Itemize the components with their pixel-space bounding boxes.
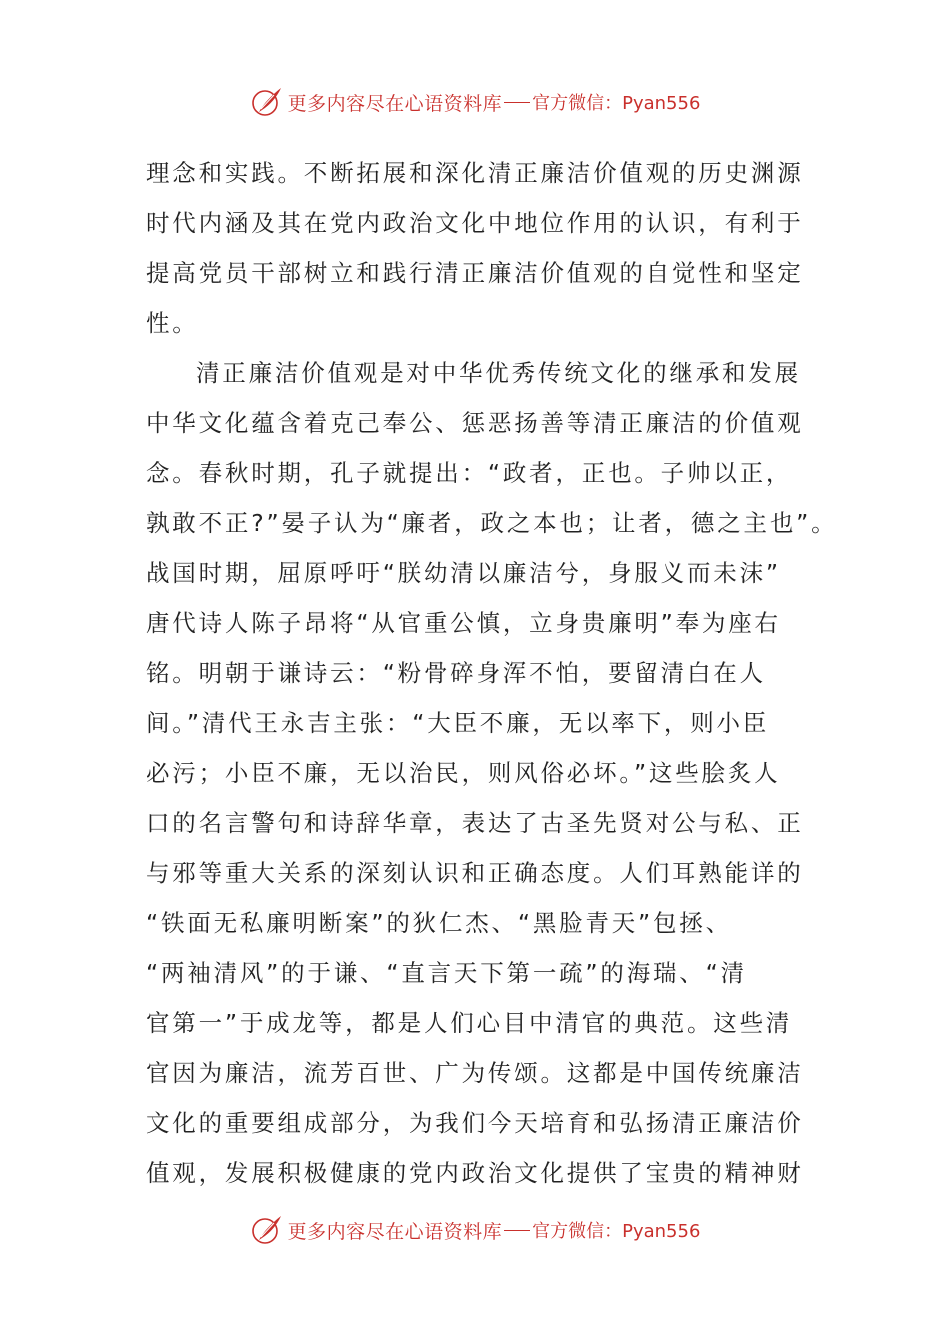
- text-line: 理念和实践。不断拓展和深化清正廉洁价值观的历史渊源: [146, 159, 804, 187]
- footer-banner: [0, 1210, 950, 1250]
- text-line: 性。: [146, 309, 199, 337]
- header-banner: [0, 82, 950, 122]
- banner-contact-text: 官方微信：Pyan556: [532, 1221, 701, 1242]
- text-line: 文化的重要组成部分，为我们今天培育和弘扬清正廉洁价: [146, 1109, 804, 1137]
- banner-brand-text: 更多内容尽在心语资料库: [287, 1220, 503, 1243]
- text-line: 提高党员干部树立和践行清正廉洁价值观的自觉性和坚定: [146, 259, 804, 287]
- text-line: 与邪等重大关系的深刻认识和正确态度。人们耳熟能详的: [146, 859, 804, 887]
- text-line: 念。春秋时期，孔子就提出：“政者，正也。子帅以正，: [146, 459, 793, 487]
- text-line: 必污；小臣不廉，无以治民，则风俗必坏。”这些脍炙人: [146, 759, 781, 787]
- quill-logo-icon: [250, 1213, 284, 1247]
- document-body: [146, 148, 838, 1198]
- text-line: 清正廉洁价值观是对中华优秀传统文化的继承和发展: [196, 359, 801, 387]
- text-line: 值观，发展积极健康的党内政治文化提供了宝贵的精神财: [146, 1159, 804, 1187]
- banner-dash: [504, 102, 530, 103]
- text-line: 官因为廉洁，流芳百世、广为传颂。这都是中国传统廉洁: [146, 1059, 804, 1087]
- banner-brand-text: 更多内容尽在心语资料库: [287, 92, 503, 115]
- banner-dash: [504, 1230, 530, 1231]
- text-line: 铭。明朝于谦诗云：“粉骨碎身浑不怕，要留清白在人: [146, 659, 766, 687]
- banner-contact-text: 官方微信：Pyan556: [532, 93, 701, 114]
- text-line: “两袖清风”的于谦、“直言天下第一疏”的海瑞、“清: [146, 959, 747, 987]
- text-line: 孰敢不正?”晏子认为“廉者，政之本也；让者，德之主也”。: [146, 509, 838, 537]
- text-line: 战国时期，屈原呼吁“朕幼清以廉洁兮，身服义而未沫”: [146, 559, 781, 587]
- text-line: “铁面无私廉明断案”的狄仁杰、“黑脸青天”包拯、: [146, 909, 732, 937]
- text-line: 中华文化蕴含着克己奉公、惩恶扬善等清正廉洁的价值观: [146, 409, 804, 437]
- text-line: 时代内涵及其在党内政治文化中地位作用的认识，有利于: [146, 209, 804, 237]
- text-line: 唐代诗人陈子昂将“从官重公慎，立身贵廉明”奉为座右: [146, 609, 781, 637]
- text-line: 口的名言警句和诗辞华章，表达了古圣先贤对公与私、正: [146, 809, 804, 837]
- quill-logo-icon: [250, 85, 284, 119]
- text-line: 官第一”于成龙等，都是人们心目中清官的典范。这些清: [146, 1009, 793, 1037]
- text-line: 间。”清代王永吉主张：“大臣不廉，无以率下，则小臣: [146, 709, 770, 737]
